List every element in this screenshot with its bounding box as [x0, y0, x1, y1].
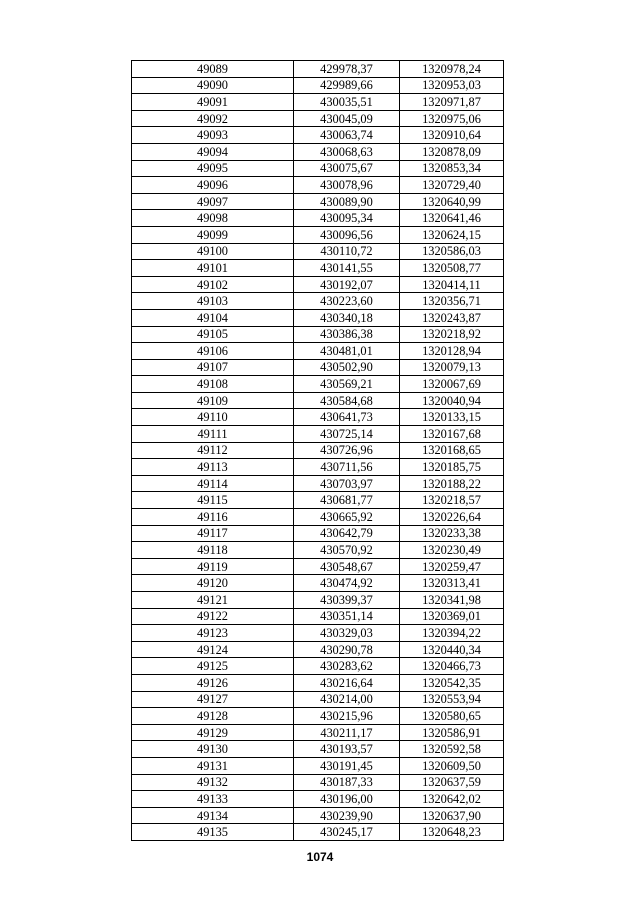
x-coordinate-cell: 430642,79: [294, 525, 400, 542]
x-coordinate-cell: 430215,96: [294, 708, 400, 725]
point-number-cell: 49120: [132, 575, 294, 592]
y-coordinate-cell: 1320230,49: [400, 542, 504, 559]
table-row: [132, 77, 504, 94]
y-coordinate-cell: 1320971,87: [400, 94, 504, 111]
table-row: [132, 260, 504, 277]
point-number-cell: 49128: [132, 708, 294, 725]
table-row: [132, 210, 504, 227]
point-number-cell: 49131: [132, 757, 294, 774]
table-row: [132, 110, 504, 127]
table-row: [132, 608, 504, 625]
x-coordinate-cell: 430089,90: [294, 193, 400, 210]
x-coordinate-cell: 430068,63: [294, 143, 400, 160]
x-coordinate-cell: 430078,96: [294, 177, 400, 194]
y-coordinate-cell: 1320188,22: [400, 475, 504, 492]
y-coordinate-cell: 1320079,13: [400, 359, 504, 376]
table-row: [132, 658, 504, 675]
y-coordinate-cell: 1320648,23: [400, 824, 504, 841]
table-row: [132, 674, 504, 691]
table-row: [132, 791, 504, 808]
y-coordinate-cell: 1320185,75: [400, 459, 504, 476]
table-row: [132, 177, 504, 194]
point-number-cell: 49095: [132, 160, 294, 177]
table-row: [132, 326, 504, 343]
y-coordinate-cell: 1320978,24: [400, 61, 504, 78]
x-coordinate-cell: 430211,17: [294, 724, 400, 741]
table-row: [132, 276, 504, 293]
y-coordinate-cell: 1320168,65: [400, 442, 504, 459]
y-coordinate-cell: 1320641,46: [400, 210, 504, 227]
point-number-cell: 49123: [132, 625, 294, 642]
x-coordinate-cell: 430216,64: [294, 674, 400, 691]
table-row: [132, 160, 504, 177]
table-row: [132, 525, 504, 542]
x-coordinate-cell: 430290,78: [294, 641, 400, 658]
point-number-cell: 49126: [132, 674, 294, 691]
table-row: [132, 127, 504, 144]
y-coordinate-cell: 1320586,03: [400, 243, 504, 260]
table-row: [132, 442, 504, 459]
table-row: [132, 592, 504, 609]
point-number-cell: 49103: [132, 293, 294, 310]
point-number-cell: 49110: [132, 409, 294, 426]
y-coordinate-cell: 1320542,35: [400, 674, 504, 691]
table-row: [132, 509, 504, 526]
y-coordinate-cell: 1320414,11: [400, 276, 504, 293]
x-coordinate-cell: 430641,73: [294, 409, 400, 426]
y-coordinate-cell: 1320592,58: [400, 741, 504, 758]
point-number-cell: 49106: [132, 343, 294, 360]
table-row: [132, 243, 504, 260]
point-number-cell: 49122: [132, 608, 294, 625]
y-coordinate-cell: 1320226,64: [400, 509, 504, 526]
y-coordinate-cell: 1320553,94: [400, 691, 504, 708]
point-number-cell: 49130: [132, 741, 294, 758]
y-coordinate-cell: 1320624,15: [400, 226, 504, 243]
x-coordinate-cell: 430223,60: [294, 293, 400, 310]
x-coordinate-cell: 430193,57: [294, 741, 400, 758]
table-row: [132, 409, 504, 426]
y-coordinate-cell: 1320640,99: [400, 193, 504, 210]
y-coordinate-cell: 1320243,87: [400, 309, 504, 326]
table-row: [132, 492, 504, 509]
x-coordinate-cell: 430502,90: [294, 359, 400, 376]
point-number-cell: 49133: [132, 791, 294, 808]
table-row: [132, 625, 504, 642]
y-coordinate-cell: 1320878,09: [400, 143, 504, 160]
point-number-cell: 49127: [132, 691, 294, 708]
y-coordinate-cell: 1320729,40: [400, 177, 504, 194]
point-number-cell: 49124: [132, 641, 294, 658]
table-row: [132, 575, 504, 592]
point-number-cell: 49116: [132, 509, 294, 526]
point-number-cell: 49132: [132, 774, 294, 791]
point-number-cell: 49113: [132, 459, 294, 476]
table-row: [132, 475, 504, 492]
table-row: [132, 426, 504, 443]
y-coordinate-cell: 1320975,06: [400, 110, 504, 127]
table-row: [132, 94, 504, 111]
y-coordinate-cell: 1320369,01: [400, 608, 504, 625]
x-coordinate-cell: 429978,37: [294, 61, 400, 78]
point-number-cell: 49097: [132, 193, 294, 210]
page-number: 1074: [306, 850, 334, 864]
y-coordinate-cell: 1320637,90: [400, 807, 504, 824]
x-coordinate-cell: 430075,67: [294, 160, 400, 177]
y-coordinate-cell: 1320259,47: [400, 558, 504, 575]
table-row: [132, 641, 504, 658]
x-coordinate-cell: 430196,00: [294, 791, 400, 808]
table-row: [132, 343, 504, 360]
x-coordinate-cell: 430035,51: [294, 94, 400, 111]
x-coordinate-cell: 430725,14: [294, 426, 400, 443]
y-coordinate-cell: 1320040,94: [400, 392, 504, 409]
x-coordinate-cell: 430245,17: [294, 824, 400, 841]
point-number-cell: 49121: [132, 592, 294, 609]
x-coordinate-cell: 430045,09: [294, 110, 400, 127]
point-number-cell: 49099: [132, 226, 294, 243]
y-coordinate-cell: 1320128,94: [400, 343, 504, 360]
point-number-cell: 49107: [132, 359, 294, 376]
table-row: [132, 293, 504, 310]
y-coordinate-cell: 1320580,65: [400, 708, 504, 725]
x-coordinate-cell: 430283,62: [294, 658, 400, 675]
x-coordinate-cell: 430481,01: [294, 343, 400, 360]
point-number-cell: 49125: [132, 658, 294, 675]
point-number-cell: 49119: [132, 558, 294, 575]
x-coordinate-cell: 430351,14: [294, 608, 400, 625]
x-coordinate-cell: 430239,90: [294, 807, 400, 824]
x-coordinate-cell: 430187,33: [294, 774, 400, 791]
table-row: [132, 757, 504, 774]
point-number-cell: 49104: [132, 309, 294, 326]
x-coordinate-cell: 430386,38: [294, 326, 400, 343]
y-coordinate-cell: 1320910,64: [400, 127, 504, 144]
point-number-cell: 49090: [132, 77, 294, 94]
table-row: [132, 392, 504, 409]
y-coordinate-cell: 1320609,50: [400, 757, 504, 774]
y-coordinate-cell: 1320218,92: [400, 326, 504, 343]
y-coordinate-cell: 1320394,22: [400, 625, 504, 642]
table-row: [132, 226, 504, 243]
point-number-cell: 49105: [132, 326, 294, 343]
y-coordinate-cell: 1320508,77: [400, 260, 504, 277]
x-coordinate-cell: 430096,56: [294, 226, 400, 243]
y-coordinate-cell: 1320233,38: [400, 525, 504, 542]
x-coordinate-cell: 430214,00: [294, 691, 400, 708]
table-row: [132, 691, 504, 708]
point-number-cell: 49089: [132, 61, 294, 78]
x-coordinate-cell: 430095,34: [294, 210, 400, 227]
point-number-cell: 49091: [132, 94, 294, 111]
coordinates-table-body: [132, 61, 504, 841]
point-number-cell: 49134: [132, 807, 294, 824]
point-number-cell: 49094: [132, 143, 294, 160]
table-row: [132, 558, 504, 575]
x-coordinate-cell: 430399,37: [294, 592, 400, 609]
point-number-cell: 49098: [132, 210, 294, 227]
table-row: [132, 824, 504, 841]
y-coordinate-cell: 1320440,34: [400, 641, 504, 658]
x-coordinate-cell: 430570,92: [294, 542, 400, 559]
x-coordinate-cell: 430665,92: [294, 509, 400, 526]
point-number-cell: 49117: [132, 525, 294, 542]
x-coordinate-cell: 430711,56: [294, 459, 400, 476]
point-number-cell: 49135: [132, 824, 294, 841]
table-row: [132, 143, 504, 160]
x-coordinate-cell: 430474,92: [294, 575, 400, 592]
point-number-cell: 49112: [132, 442, 294, 459]
x-coordinate-cell: 430063,74: [294, 127, 400, 144]
point-number-cell: 49111: [132, 426, 294, 443]
y-coordinate-cell: 1320341,98: [400, 592, 504, 609]
x-coordinate-cell: 430340,18: [294, 309, 400, 326]
table-row: [132, 193, 504, 210]
point-number-cell: 49118: [132, 542, 294, 559]
table-row: [132, 774, 504, 791]
table-row: [132, 61, 504, 78]
y-coordinate-cell: 1320067,69: [400, 376, 504, 393]
point-number-cell: 49101: [132, 260, 294, 277]
x-coordinate-cell: 430726,96: [294, 442, 400, 459]
point-number-cell: 49092: [132, 110, 294, 127]
table-row: [132, 741, 504, 758]
table-row: [132, 807, 504, 824]
point-number-cell: 49115: [132, 492, 294, 509]
table-row: [132, 459, 504, 476]
y-coordinate-cell: 1320356,71: [400, 293, 504, 310]
point-number-cell: 49109: [132, 392, 294, 409]
point-number-cell: 49093: [132, 127, 294, 144]
y-coordinate-cell: 1320586,91: [400, 724, 504, 741]
table-row: [132, 708, 504, 725]
x-coordinate-cell: 430584,68: [294, 392, 400, 409]
x-coordinate-cell: 430191,45: [294, 757, 400, 774]
point-number-cell: 49102: [132, 276, 294, 293]
y-coordinate-cell: 1320133,15: [400, 409, 504, 426]
y-coordinate-cell: 1320313,41: [400, 575, 504, 592]
point-number-cell: 49114: [132, 475, 294, 492]
table-row: [132, 542, 504, 559]
point-number-cell: 49129: [132, 724, 294, 741]
coordinates-table: [131, 60, 504, 841]
x-coordinate-cell: 430681,77: [294, 492, 400, 509]
point-number-cell: 49108: [132, 376, 294, 393]
x-coordinate-cell: 430192,07: [294, 276, 400, 293]
point-number-cell: 49096: [132, 177, 294, 194]
x-coordinate-cell: 429989,66: [294, 77, 400, 94]
table-row: [132, 309, 504, 326]
table-row: [132, 376, 504, 393]
table-row: [132, 359, 504, 376]
x-coordinate-cell: 430548,67: [294, 558, 400, 575]
x-coordinate-cell: 430703,97: [294, 475, 400, 492]
x-coordinate-cell: 430110,72: [294, 243, 400, 260]
y-coordinate-cell: 1320853,34: [400, 160, 504, 177]
x-coordinate-cell: 430329,03: [294, 625, 400, 642]
x-coordinate-cell: 430141,55: [294, 260, 400, 277]
y-coordinate-cell: 1320953,03: [400, 77, 504, 94]
point-number-cell: 49100: [132, 243, 294, 260]
y-coordinate-cell: 1320167,68: [400, 426, 504, 443]
y-coordinate-cell: 1320218,57: [400, 492, 504, 509]
table-row: [132, 724, 504, 741]
x-coordinate-cell: 430569,21: [294, 376, 400, 393]
y-coordinate-cell: 1320466,73: [400, 658, 504, 675]
y-coordinate-cell: 1320637,59: [400, 774, 504, 791]
y-coordinate-cell: 1320642,02: [400, 791, 504, 808]
